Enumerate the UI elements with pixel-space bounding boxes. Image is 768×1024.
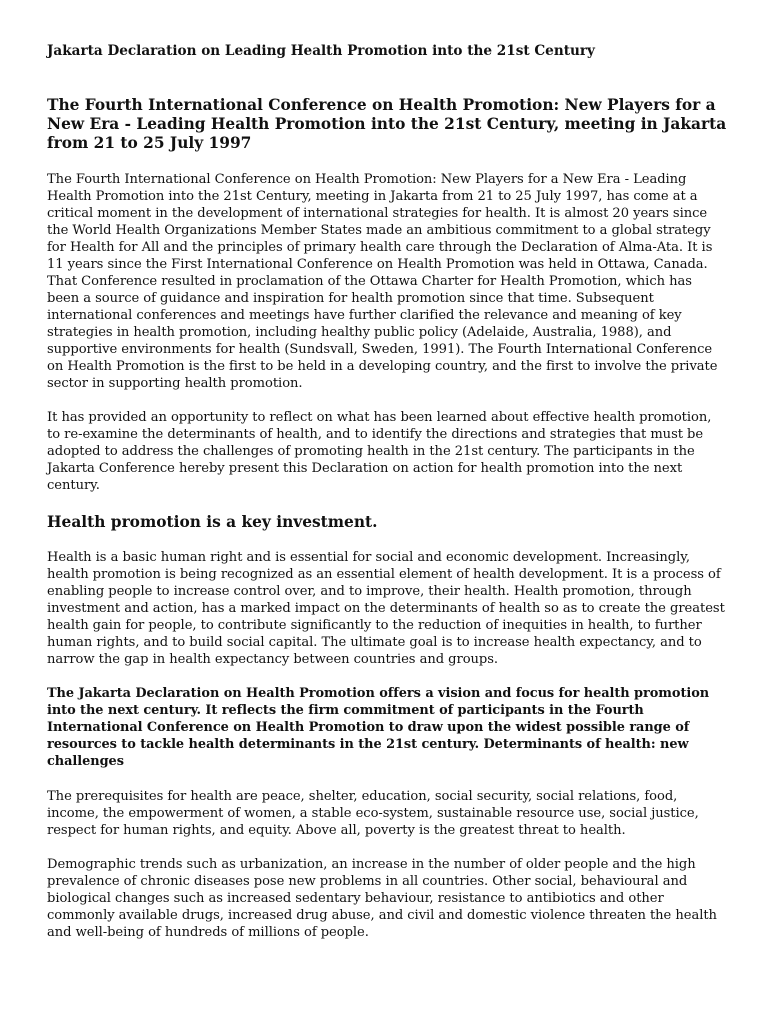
intro-paragraph: The Fourth International Conference on Health Promotion: New Players for a New Era - Leading Health Promotion into the 21st Century, meeting in Jakarta from 21 to 25 July 1997, has come at a critical moment in the development of international strategies for health. It is almost 20 years since the World Health Organizations Member States made an ambitious commitment to a global strategy for Health for All and the principles of primary health care through the Declaration of Alma-Ata. It is 11 years since the First International Conference on Health Promotion was held in Ottawa, Canada. That Conference resulted in proclamation of the Ottawa Charter for Health Promotion, which has been a source of guidance and inspiration for health promotion since that time. Subsequent international conferences and meetings have further clarified the relevance and meaning of key strategies in health promotion, including healthy public policy (Adelaide, Australia, 1988), and supportive environments for health (Sundsvall, Sweden, 1991). The Fourth International Conference on Health Promotion is the first to be held in a developing country, and the first to involve the private sector in supporting health promotion. <box>47 172 718 391</box>
conference-heading: The Fourth International Conference on Health Promotion: New Players for a New Era - Leading Health Promotion into the 21st Century, meeting in Jakarta from 21 to 25 July 1997 <box>47 96 727 152</box>
demographic-trends-paragraph: Demographic trends such as urbanization, an increase in the number of older people and the high prevalence of chronic diseases pose new problems in all countries. Other social, behavioural and biological changes such as increased sedentary behaviour, resistance to antibiotics and other commonly available drugs, increased drug abuse, and civil and domestic violence threaten the health and well-being of hundreds of millions of people. <box>47 857 717 940</box>
section-heading: Health promotion is a key investment. <box>47 513 378 531</box>
prerequisites-paragraph: The prerequisites for health are peace, shelter, education, social security, social relations, food, income, the empowerment of women, a stable eco-system, sustainable resource use, social justice, respect for human rights, and equity. Above all, poverty is the greatest threat to health. <box>47 789 699 838</box>
health-right-paragraph: Health is a basic human right and is essential for social and economic development. Increasingly, health promotion is being recognized as an essential element of health development. It is a process of enabling people to increase control over, and to improve, their health. Health promotion, through investment and action, has a marked impact on the determinants of health so as to create the greatest health gain for people, to contribute significantly to the reduction of inequities in health, to further human rights, and to build social capital. The ultimate goal is to increase health expectancy, and to narrow the gap in health expectancy between countries and groups. <box>47 550 725 667</box>
vision-paragraph: The Jakarta Declaration on Health Promotion offers a vision and focus for health promotion into the next century. It reflects the firm commitment of participants in the Fourth International Conference on Health Promotion to draw upon the widest possible range of resources to tackle health determinants in the 21st century. Determinants of health: new challenges <box>47 686 710 769</box>
document-title: Jakarta Declaration on Leading Health Promotion into the 21st Century <box>47 43 595 59</box>
opportunity-paragraph: It has provided an opportunity to reflect on what has been learned about effective health promotion, to re-examine the determinants of health, and to identify the directions and strategies that must be adopted to address the challenges of promoting health in the 21st century. The participants in the Jakarta Conference hereby present this Declaration on action for health promotion into the next century. <box>47 410 712 493</box>
